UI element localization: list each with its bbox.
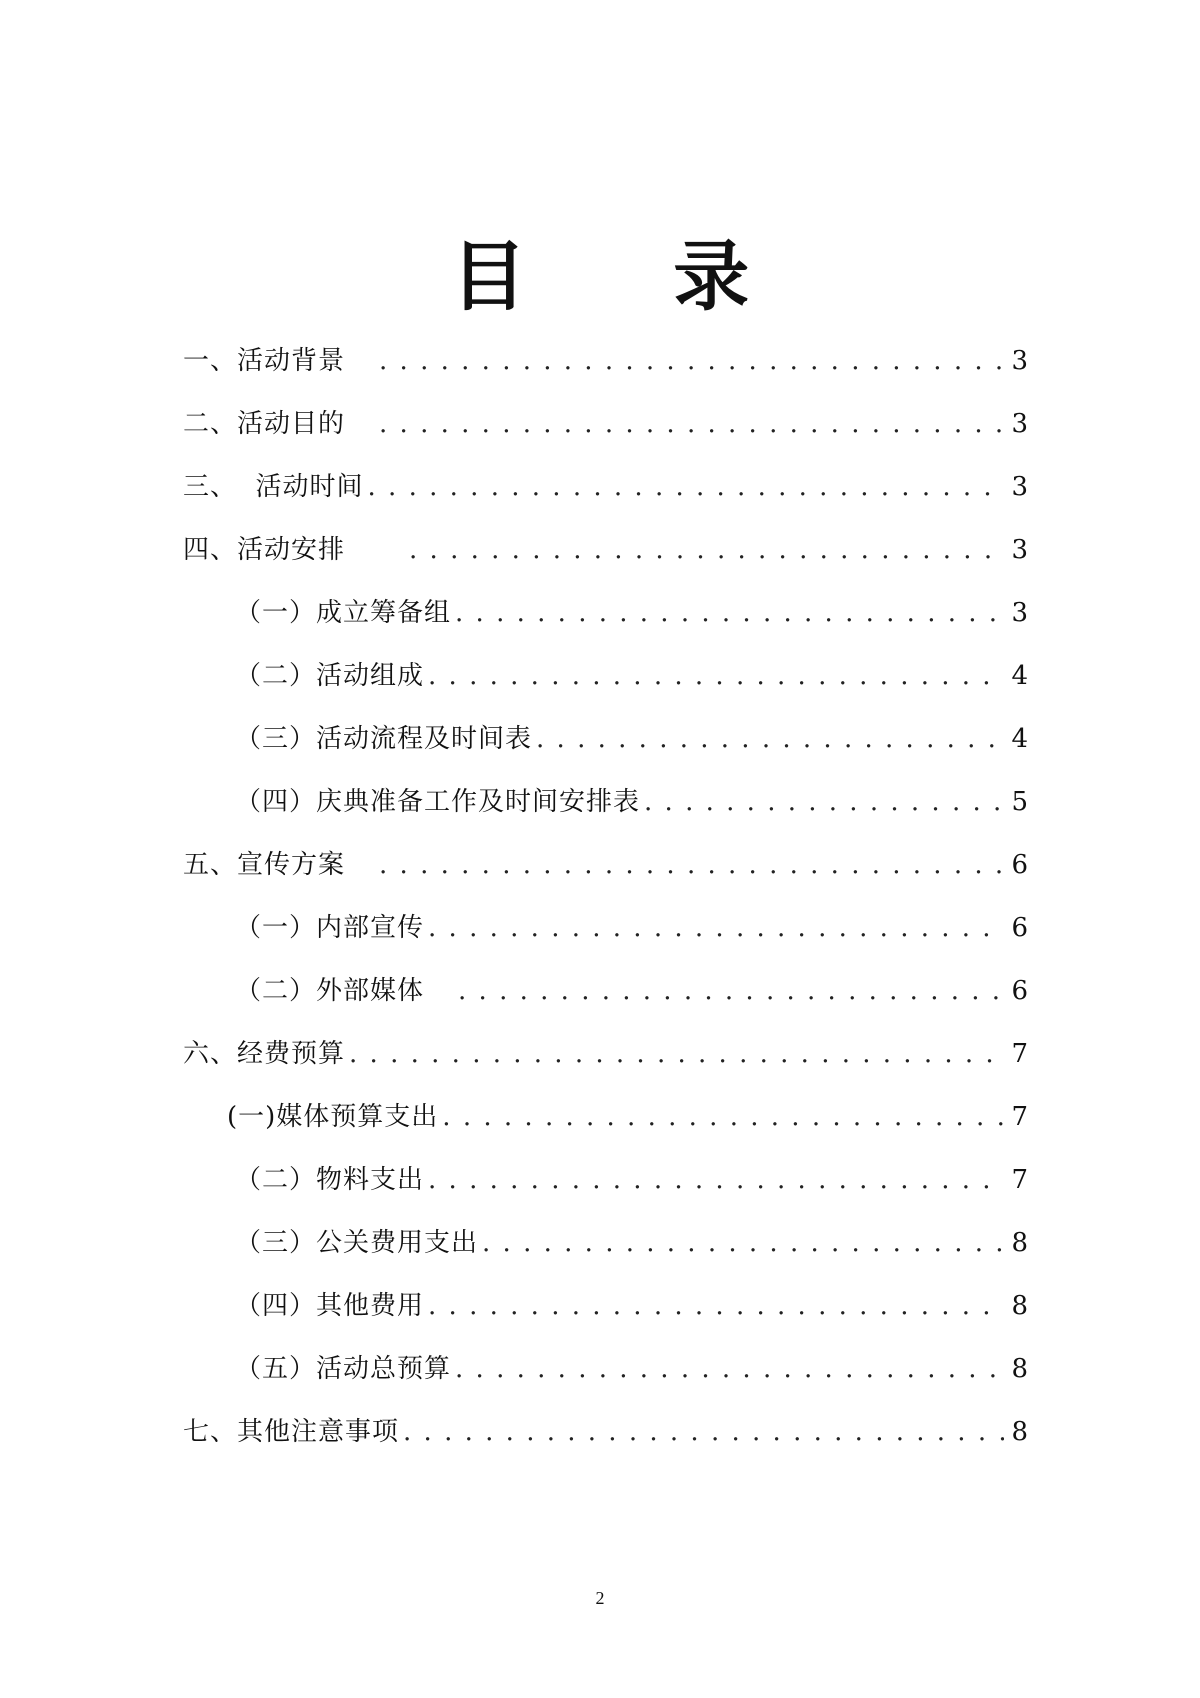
toc-dot-leader (428, 1163, 1004, 1197)
toc-entry-page: 3 (1011, 346, 1028, 376)
toc-dot-leader (455, 1352, 1004, 1386)
toc-entry-label: 五、宣传方案 (183, 850, 346, 880)
toc-entry[interactable] (183, 722, 1028, 785)
toc-entry-label: (一)媒体预算支出 (227, 1102, 439, 1132)
toc-entry[interactable] (183, 596, 1028, 659)
toc-entry-label: 七、其他注意事项 (183, 1417, 400, 1447)
toc-dot-leader (379, 344, 1004, 378)
toc-entry-page: 7 (1011, 1039, 1028, 1069)
toc-entry[interactable] (183, 1100, 1028, 1163)
toc-entry-label: 六、经费预算 (183, 1039, 346, 1069)
toc-dot-leader (458, 974, 1004, 1008)
toc-entry-label: （二）物料支出 (235, 1165, 425, 1195)
toc-dot-leader (455, 596, 1004, 630)
toc-entry[interactable] (183, 407, 1028, 470)
toc-entry-label: （三）活动流程及时间表 (235, 724, 533, 754)
toc-entry[interactable] (183, 344, 1028, 407)
toc-entry-page: 3 (1011, 535, 1028, 565)
toc-entry[interactable] (183, 785, 1028, 848)
toc-entry-label: （一）内部宣传 (235, 913, 425, 943)
toc-entry-label: 三、 活动时间 (183, 472, 364, 502)
toc-entry-label: 一、活动背景 (183, 346, 346, 376)
toc-entry[interactable] (183, 1226, 1028, 1289)
toc-entry[interactable] (183, 911, 1028, 974)
toc-entry[interactable] (183, 470, 1028, 533)
toc-entry-label: （二）活动组成 (235, 661, 425, 691)
toc-entry-page: 8 (1011, 1417, 1028, 1447)
toc-entry-label: 二、活动目的 (183, 409, 346, 439)
toc-dot-leader (644, 785, 1004, 819)
toc-entry[interactable] (183, 1289, 1028, 1352)
toc-dot-leader (428, 1289, 1004, 1323)
toc-entry-page: 8 (1011, 1354, 1028, 1384)
toc-entry[interactable] (183, 974, 1028, 1037)
toc-title: 目 录 (450, 232, 810, 321)
toc-entry-page: 5 (1011, 787, 1028, 817)
toc-entry-label: （五）活动总预算 (235, 1354, 452, 1384)
page-number: 2 (595, 1588, 605, 1608)
toc-list (183, 344, 1028, 1478)
toc-entry-page: 6 (1011, 976, 1028, 1006)
toc-entry-page: 8 (1011, 1291, 1028, 1321)
toc-dot-leader (379, 848, 1004, 882)
toc-entry[interactable] (183, 533, 1028, 596)
toc-entry-label: （四）庆典准备工作及时间安排表 (235, 787, 641, 817)
toc-entry[interactable] (183, 1415, 1028, 1478)
toc-dot-leader (482, 1226, 1004, 1260)
toc-entry-page: 7 (1011, 1165, 1028, 1195)
toc-entry-label: （三）公关费用支出 (235, 1228, 479, 1258)
toc-entry[interactable] (183, 659, 1028, 722)
toc-entry-page: 4 (1011, 661, 1028, 691)
toc-entry-page: 4 (1011, 724, 1028, 754)
toc-entry-label: （一）成立筹备组 (235, 598, 452, 628)
toc-dot-leader (442, 1100, 1004, 1134)
toc-entry-page: 8 (1011, 1228, 1028, 1258)
toc-entry-page: 6 (1011, 913, 1028, 943)
toc-dot-leader (403, 1415, 1004, 1449)
toc-entry-page: 3 (1011, 598, 1028, 628)
toc-entry-page: 6 (1011, 850, 1028, 880)
toc-dot-leader (428, 911, 1004, 945)
toc-entry-page: 3 (1011, 472, 1028, 502)
toc-entry-page: 3 (1011, 409, 1028, 439)
toc-entry[interactable] (183, 848, 1028, 911)
toc-entry[interactable] (183, 1163, 1028, 1226)
toc-dot-leader (368, 470, 1004, 504)
toc-entry-page: 7 (1011, 1102, 1028, 1132)
toc-dot-leader (536, 722, 1004, 756)
toc-dot-leader (379, 407, 1004, 441)
toc-dot-leader (409, 533, 1004, 567)
toc-entry-label: 四、活动安排 (183, 535, 346, 565)
toc-dot-leader (349, 1037, 1004, 1071)
toc-entry[interactable] (183, 1352, 1028, 1415)
toc-entry-label: （二）外部媒体 (235, 976, 425, 1006)
toc-entry-label: （四）其他费用 (235, 1291, 425, 1321)
toc-entry[interactable] (183, 1037, 1028, 1100)
toc-dot-leader (428, 659, 1004, 693)
